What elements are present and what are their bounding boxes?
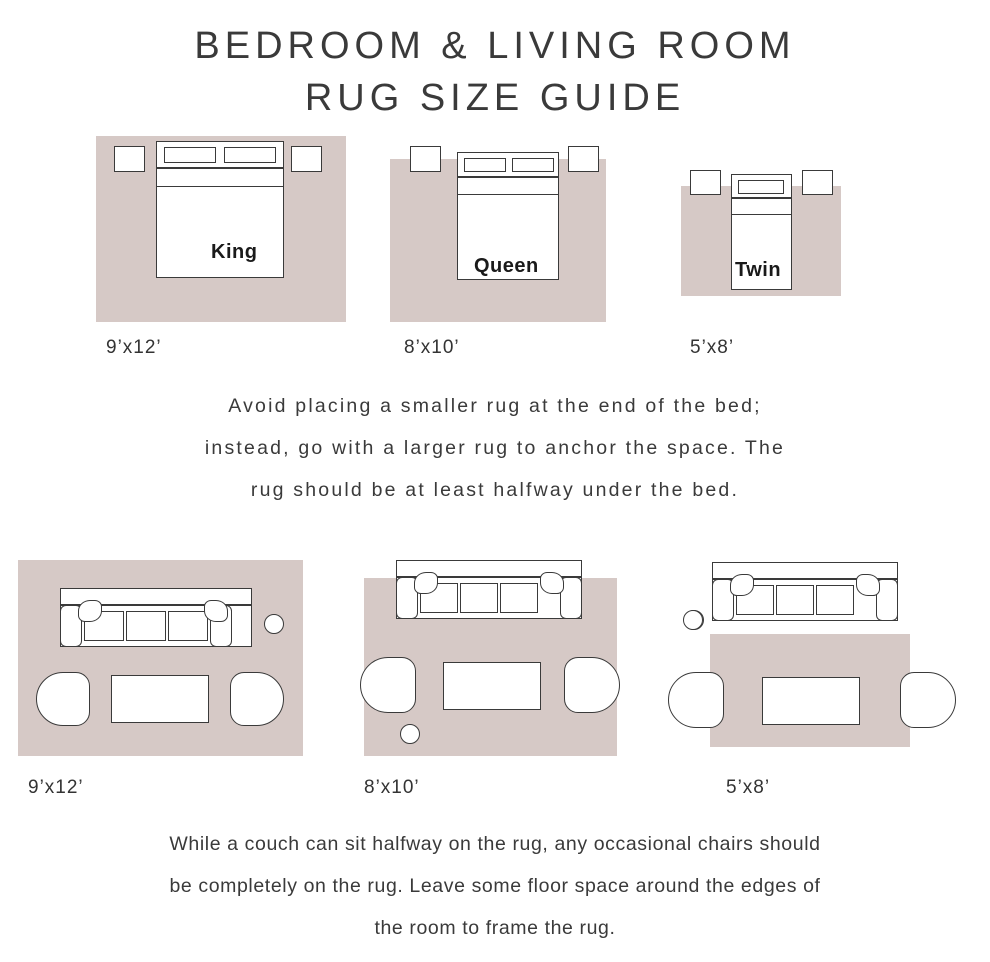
pillow-right-king <box>224 147 276 163</box>
page-title-line-1: BEDROOM & LIVING ROOM <box>194 25 796 67</box>
coffee-table-living-9x12 <box>111 675 209 723</box>
pillow-right-queen <box>512 158 554 172</box>
couch-cushion-mid-living-9x12 <box>126 611 166 641</box>
couch-pillow-right-living-8x10 <box>540 572 564 594</box>
bed-label-queen: Queen <box>474 255 539 277</box>
page-title <box>0 0 990 124</box>
nightstand-right-king <box>291 146 322 172</box>
bedroom-note-line-1: Avoid placing a smaller rug at the end of the bed; <box>228 395 762 417</box>
rug-size-label-living-8x10: 8’x10’ <box>364 777 420 798</box>
chair-right-living-5x8 <box>900 672 956 728</box>
bedroom-note <box>95 385 895 511</box>
chair-right-living-9x12 <box>230 672 284 726</box>
couch-pillow-left-living-9x12 <box>78 600 102 622</box>
blanket-line-king <box>156 186 284 187</box>
couch-pillow-left-living-8x10 <box>414 572 438 594</box>
rug-size-label-living-5x8: 5’x8’ <box>726 777 771 798</box>
rug-size-label-living-9x12: 9’x12’ <box>28 777 84 798</box>
side-table-bottom-living-8x10 <box>400 724 420 744</box>
nightstand-left-queen <box>410 146 441 172</box>
living-note-line-1: While a couch can sit halfway on the rug, any occasional chairs should <box>169 833 821 855</box>
living-note-line-2: be completely on the rug. Leave some floor space around the edges of <box>169 875 821 897</box>
chair-left-living-8x10 <box>360 657 416 713</box>
couch-cushion-mid-living-5x8 <box>776 585 814 615</box>
pillow-left-queen <box>464 158 506 172</box>
rug-size-label-king: 9’x12’ <box>106 337 162 358</box>
nightstand-left-king <box>114 146 145 172</box>
couch-cushion-right-living-9x12 <box>168 611 208 641</box>
bedroom-note-line-3: rug should be at least halfway under the bed. <box>250 479 740 501</box>
nightstand-right-queen <box>568 146 599 172</box>
nightstand-right-twin <box>802 170 833 195</box>
page-title-line-2: RUG SIZE GUIDE <box>304 77 686 119</box>
living-note <box>45 823 945 949</box>
blanket-line-twin <box>731 214 792 215</box>
couch-pillow-left-living-5x8 <box>730 574 754 596</box>
side-table-living-9x12 <box>264 614 284 634</box>
couch-cushion-right-living-8x10 <box>500 583 538 613</box>
chair-left-living-9x12 <box>36 672 90 726</box>
couch-cushion-mid-living-8x10 <box>460 583 498 613</box>
pillow-twin <box>738 180 784 194</box>
living-note-line-3: the room to frame the rug. <box>374 917 616 939</box>
rug-size-label-twin: 5’x8’ <box>690 337 735 358</box>
bedroom-note-line-2: instead, go with a larger rug to anchor the space. The <box>204 437 786 459</box>
nightstand-left-twin <box>690 170 721 195</box>
bed-label-king: King <box>211 241 258 263</box>
couch-pillow-right-living-9x12 <box>204 600 228 622</box>
side-table-living-5x8 <box>683 610 703 630</box>
bed-label-twin: Twin <box>735 259 782 281</box>
chair-right-living-8x10 <box>564 657 620 713</box>
blanket-line-queen <box>457 194 559 195</box>
couch-cushion-right-living-5x8 <box>816 585 854 615</box>
pillow-left-king <box>164 147 216 163</box>
rug-size-label-queen: 8’x10’ <box>404 337 460 358</box>
chair-left-living-5x8 <box>668 672 724 728</box>
coffee-table-living-5x8 <box>762 677 860 725</box>
coffee-table-living-8x10 <box>443 662 541 710</box>
couch-pillow-right-living-5x8 <box>856 574 880 596</box>
